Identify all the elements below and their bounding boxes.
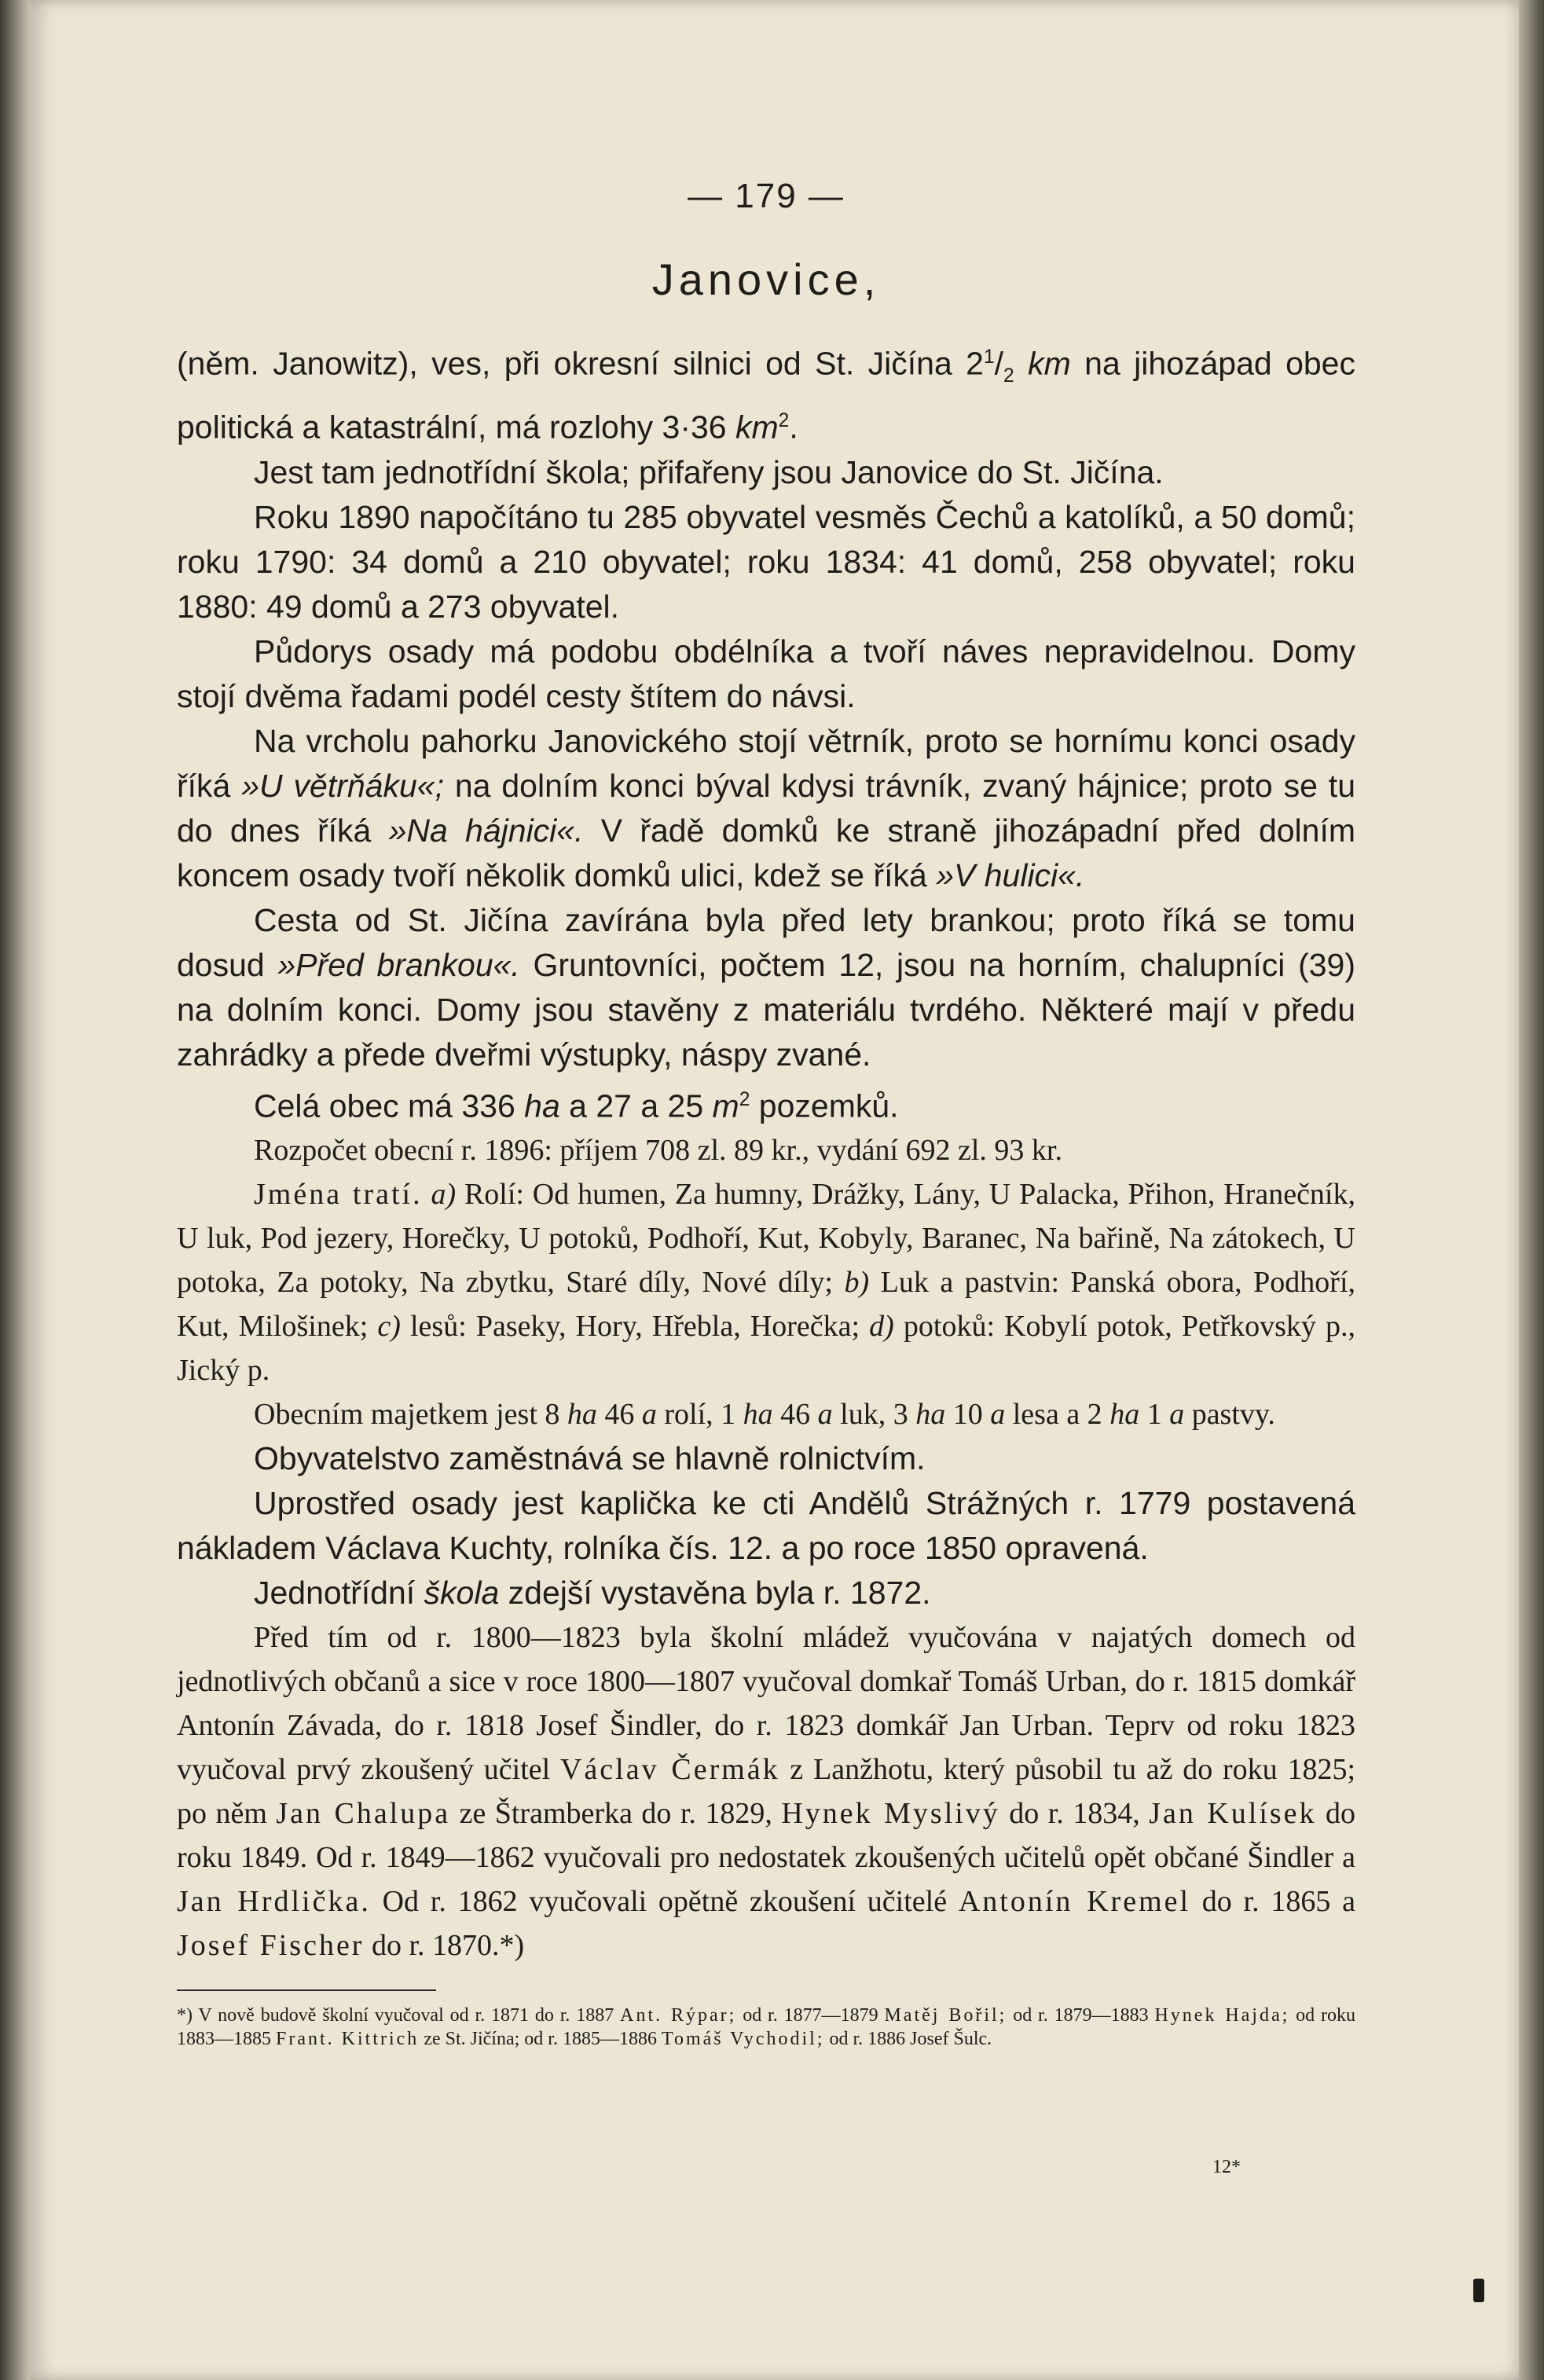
text-span: Od r. 1862 vyučovali opětně zkoušení učitelé [370,1885,959,1919]
text-span: ha [915,1398,946,1432]
text-span: Frant. Kittrich [276,2029,420,2050]
page-title: Janovice, [651,255,881,304]
text-span: / [994,345,1004,382]
book-spine [0,0,30,2380]
text-span: km [735,409,779,446]
text-span: Hynek Hajda; [1154,2005,1290,2026]
paragraph-gate [177,898,1355,1077]
bookmark-mark [1473,2279,1484,2302]
text-span: do r. 1870.*) [364,1929,525,1963]
text-span: 10 [945,1398,991,1432]
text-span: Uprostřed osady jest kaplička ke cti Andělů Strážných r. 1779 postavená nákladem Václava Kuchty, rolníka čís. 12. a po roce 1850 opravená. [177,1485,1355,1567]
text-span: a) [431,1178,457,1212]
paragraph-school [177,450,1355,495]
text-span: 1 [983,347,995,368]
body-text [177,335,1355,1967]
text-span: a [1169,1398,1185,1432]
text-span: (něm. Janowitz), ves, při okresní silnici od St. Jičína 2 [177,345,984,382]
paragraph-windmill [177,719,1355,898]
text-span: Roku 1890 napočítáno tu 285 obyvatel vesměs Čechů a katolíků, a 50 domů; roku 1790: 34 domů a 210 obyvatel; roku 1834: 41 domů, 258 obyvatel; roku 1880: 49 domů a 273 obyvatel. [177,498,1355,625]
text-span: Rolí: Od humen, Za humny, Drážky, Lány, U Palacka, Přihon, Hranečník, U luk, Pod jezery, Horečky, U potoků, Podhoří, Kut, Kobyly, Baranec, Na bařině, Na zátokech, U potoka, Za potoky, Na zbytku, Staré díly, Nové díly; [177,1178,1355,1300]
text-span: na jihozápad obec politická a katastrální, má rozlohy 3·36 [177,345,1355,446]
text-span: Na vrcholu pahorku Janovického stojí větrník, proto se hornímu konci osady říká [177,722,1355,804]
text-span: ha [524,1087,560,1124]
text-span: ha [743,1398,773,1432]
text-span: Obecním majetkem jest 8 [254,1398,567,1432]
text-span: luk, 3 [832,1398,916,1432]
text-span: Před tím od r. 1800—1823 byla školní mládež vyučována v najatých domech od jednotlivých občanů a sice v roce 1800—1807 vyučoval domkař Tomáš Urban, do r. 1815 domkář Antonín Závada, do r. 1818 Josef Šindler, do r. 1823 domkář Jan Urban. Teprv od roku 1823 vyučoval prvý zkoušený učitel [177,1621,1355,1787]
text-span: 2 [739,1088,750,1110]
text-span: d) [869,1310,894,1344]
text-span: 46 [772,1398,818,1432]
text-span: Rozpočet obecní r. 1896: příjem 708 zl. 89 kr., vydání 692 zl. 93 kr. [254,1134,1062,1168]
text-span: 1 [1139,1398,1170,1432]
text-span: rolí, 1 [656,1398,743,1432]
paragraph-chapel [177,1481,1355,1571]
text-span: a [641,1398,657,1432]
page-number: — 179 — [688,177,845,215]
text-span: a [817,1398,833,1432]
text-span: pastvy. [1184,1398,1275,1432]
text-span: *) V nově budově školní vyučoval od r. 1871 do r. 1887 [177,2005,621,2026]
paragraph-teachers [177,1615,1355,1967]
text-span: z Lanžhotu, který působil tu až do roku 1825; po něm [177,1753,1355,1831]
text-span: pozemků. [750,1087,899,1124]
text-span: lesů: Paseky, Hory, Hřebla, Horečka; [400,1310,870,1344]
text-span: Ant. Rýpar; [620,2005,737,2026]
paragraph-names [177,1172,1355,1392]
paragraph-population [177,495,1355,629]
text-span: zdejší vystavěna byla r. 1872. [499,1575,931,1612]
text-span: Půdorys osady má podobu obdélníka a tvoří náves nepravidelnou. Domy stojí dvěma řadami podél cesty štítem do návsi. [177,633,1355,714]
text-span: Gruntovníci, počtem 12, jsou na horním, chalupníci (39) na dolním konci. Domy jsou stavěny z materiálu tvrdého. Některé mají v předu zahrádky a přede dveřmi výstupky, náspy zvané. [177,946,1355,1073]
text-span: ha [567,1398,597,1432]
page-edge [1519,0,1544,2380]
paragraph-intro [177,335,1355,450]
text-span: »Na hájnici«. [388,812,584,849]
paragraph-occupation [177,1436,1355,1481]
text-span [423,1178,431,1211]
text-span: Jest tam jednotřídní škola; přifařeny jsou Janovice do St. Jičína. [254,453,1164,490]
text-span: Jména tratí. [254,1178,423,1212]
text-span: V řadě domků ke straně jihozápadní před dolním koncem osady tvoří několik domků ulici, kdež se říká [177,812,1356,893]
text-span: b) [844,1266,870,1300]
printer-signature: 12* [1212,2157,1241,2177]
text-span: »Před brankou«. [277,946,520,983]
text-span: Václav Čermák [559,1753,780,1787]
text-span: Hynek Myslivý [781,1797,1000,1831]
text-span: Jednotřídní [254,1575,424,1612]
text-span: a [990,1398,1006,1432]
text-span: c) [377,1310,401,1344]
text-span: Matěj Bořil; [884,2005,1007,2026]
paragraph-area [177,1077,1355,1129]
text-span [1014,346,1028,382]
text-span: Obyvatelstvo zaměstnává se hlavně rolnictvím. [254,1440,926,1477]
text-span: Cesta od St. Jičína zavírána byla před lety brankou; proto říká se tomu dosud [177,901,1355,983]
paragraph-budget [177,1128,1355,1172]
text-span: ze St. Jičína; od r. 1885—1886 [419,2029,662,2050]
text-span: na dolním konci býval kdysi trávník, zvaný hájnice; proto se tu do dnes říká [177,767,1355,849]
text-span: a 27 a 25 [559,1087,713,1124]
text-span: od r. 1879—1883 [1007,2005,1155,2026]
text-span: Celá obec má 336 [254,1087,525,1124]
text-span: Luk a pastvin: Panská obora, Podhoří, Kut, Milošinek; [177,1266,1356,1344]
text-span: »V hulici«. [936,856,1085,893]
text-span: od roku 1883—1885 [177,2005,1356,2050]
text-span: potoků: Kobylí potok, Petřkovský p., Jický p. [177,1310,1355,1388]
text-span: 2 [1003,365,1014,387]
footnote-divider [177,1989,436,1991]
text-span: Jan Hrdlička. [177,1885,371,1919]
text-span: Jan Chalupa [276,1797,451,1831]
text-span: od r. 1877—1879 [736,2005,885,2026]
paragraph-layout [177,629,1355,719]
text-span: ha [1109,1398,1140,1432]
text-span: Antonín Kremel [958,1885,1191,1919]
paragraph-property [177,1392,1355,1436]
text-span: Jan Kulísek [1149,1797,1317,1831]
text-span: do r. 1865 a [1190,1885,1355,1919]
text-span: škola [424,1575,500,1612]
text-span: do r. 1834, [999,1797,1150,1831]
text-span: »U větrňáku«; [241,767,444,804]
text-span: 2 [778,409,790,431]
text-span: . [789,409,798,446]
book-page [30,0,1519,2380]
text-span: m [712,1087,739,1124]
text-span: 46 [596,1398,642,1432]
text-span: lesa a 2 [1005,1398,1110,1432]
text-span: km [1028,345,1071,382]
text-span: od r. 1886 Josef Šulc. [824,2029,992,2050]
paragraph-schoolbuilt [177,1571,1355,1615]
text-span: Tomáš Vychodil; [661,2029,825,2050]
page-content [177,177,1355,2051]
text-span: do roku 1849. Od r. 1849—1862 vyučovali pro nedostatek zkoušených učitelů opět občané Šindler a [177,1797,1356,1875]
footnote [177,2004,1355,2051]
text-span: Josef Fischer [177,1929,365,1963]
text-span: ze Štramberka do r. 1829, [450,1797,782,1831]
